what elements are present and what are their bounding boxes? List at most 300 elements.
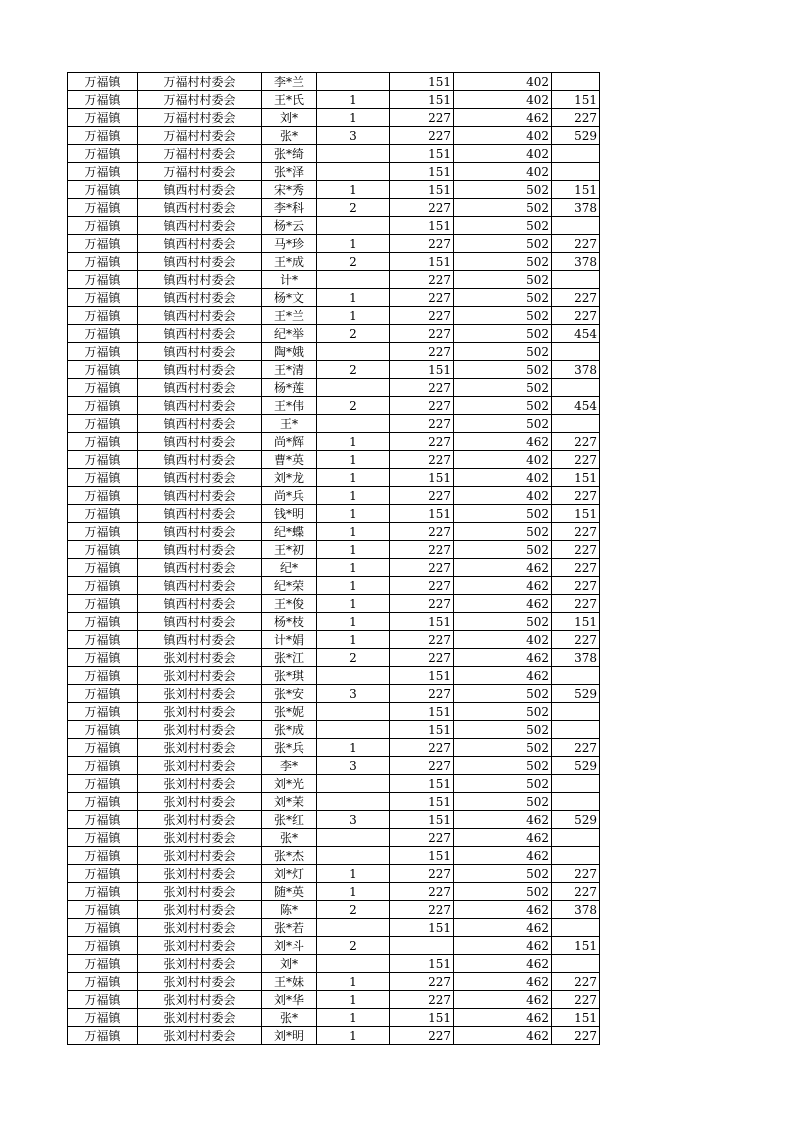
village-committee-cell: 镇西村村委会	[138, 325, 262, 343]
table-row	[68, 271, 600, 289]
name-cell: 杨*莲	[262, 379, 317, 397]
value-b-cell: 502	[454, 343, 552, 361]
value-b-cell: 462	[454, 667, 552, 685]
total-cell: 227	[552, 883, 600, 901]
name-cell: 刘*	[262, 109, 317, 127]
village-committee-cell: 万福村村委会	[138, 127, 262, 145]
total-cell	[552, 955, 600, 973]
value-a-cell: 227	[390, 415, 454, 433]
value-a-cell: 151	[390, 1009, 454, 1027]
table-row	[68, 415, 600, 433]
count-cell	[317, 343, 390, 361]
value-a-cell: 227	[390, 541, 454, 559]
village-committee-cell: 镇西村村委会	[138, 541, 262, 559]
total-cell: 227	[552, 433, 600, 451]
name-cell: 纪*蝶	[262, 523, 317, 541]
total-cell	[552, 343, 600, 361]
table-row	[68, 883, 600, 901]
value-b-cell: 502	[454, 397, 552, 415]
name-cell: 张*绮	[262, 145, 317, 163]
value-b-cell: 402	[454, 487, 552, 505]
town-cell: 万福镇	[68, 523, 138, 541]
town-cell: 万福镇	[68, 955, 138, 973]
town-cell: 万福镇	[68, 127, 138, 145]
town-cell: 万福镇	[68, 703, 138, 721]
count-cell	[317, 163, 390, 181]
name-cell: 李*兰	[262, 73, 317, 91]
name-cell: 张*泽	[262, 163, 317, 181]
name-cell: 李*	[262, 757, 317, 775]
total-cell	[552, 163, 600, 181]
village-committee-cell: 张刘村村委会	[138, 793, 262, 811]
value-b-cell: 462	[454, 559, 552, 577]
value-a-cell: 227	[390, 865, 454, 883]
total-cell: 529	[552, 757, 600, 775]
village-committee-cell: 镇西村村委会	[138, 217, 262, 235]
count-cell: 1	[317, 523, 390, 541]
table-row	[68, 577, 600, 595]
table-row	[68, 379, 600, 397]
town-cell: 万福镇	[68, 631, 138, 649]
name-cell: 王*	[262, 415, 317, 433]
table-row	[68, 613, 600, 631]
value-a-cell: 227	[390, 307, 454, 325]
town-cell: 万福镇	[68, 829, 138, 847]
table-row	[68, 955, 600, 973]
table-body	[68, 73, 600, 1045]
town-cell: 万福镇	[68, 73, 138, 91]
name-cell: 王*兰	[262, 307, 317, 325]
village-committee-cell: 镇西村村委会	[138, 487, 262, 505]
count-cell: 1	[317, 865, 390, 883]
town-cell: 万福镇	[68, 487, 138, 505]
total-cell: 151	[552, 937, 600, 955]
table-row	[68, 235, 600, 253]
village-committee-cell: 张刘村村委会	[138, 901, 262, 919]
town-cell: 万福镇	[68, 559, 138, 577]
value-b-cell: 462	[454, 595, 552, 613]
total-cell	[552, 415, 600, 433]
town-cell: 万福镇	[68, 595, 138, 613]
name-cell: 随*英	[262, 883, 317, 901]
town-cell: 万福镇	[68, 739, 138, 757]
town-cell: 万福镇	[68, 865, 138, 883]
name-cell: 尚*辉	[262, 433, 317, 451]
value-b-cell: 462	[454, 1027, 552, 1045]
value-a-cell: 227	[390, 631, 454, 649]
name-cell: 刘*明	[262, 1027, 317, 1045]
village-committee-cell: 张刘村村委会	[138, 937, 262, 955]
total-cell: 151	[552, 469, 600, 487]
name-cell: 李*科	[262, 199, 317, 217]
village-committee-cell: 镇西村村委会	[138, 289, 262, 307]
town-cell: 万福镇	[68, 433, 138, 451]
name-cell: 纪*	[262, 559, 317, 577]
name-cell: 刘*灯	[262, 865, 317, 883]
name-cell: 尚*兵	[262, 487, 317, 505]
name-cell: 刘*龙	[262, 469, 317, 487]
table-row	[68, 685, 600, 703]
name-cell: 张*江	[262, 649, 317, 667]
value-a-cell: 227	[390, 487, 454, 505]
total-cell: 151	[552, 91, 600, 109]
table-row	[68, 451, 600, 469]
town-cell: 万福镇	[68, 145, 138, 163]
count-cell	[317, 415, 390, 433]
total-cell: 454	[552, 397, 600, 415]
name-cell: 刘*光	[262, 775, 317, 793]
table-row	[68, 433, 600, 451]
village-committee-cell: 张刘村村委会	[138, 973, 262, 991]
name-cell: 王*氏	[262, 91, 317, 109]
count-cell: 2	[317, 361, 390, 379]
town-cell: 万福镇	[68, 199, 138, 217]
village-committee-cell: 万福村村委会	[138, 73, 262, 91]
value-a-cell: 227	[390, 991, 454, 1009]
total-cell	[552, 667, 600, 685]
total-cell: 227	[552, 865, 600, 883]
total-cell	[552, 919, 600, 937]
total-cell: 227	[552, 595, 600, 613]
town-cell: 万福镇	[68, 361, 138, 379]
value-b-cell: 502	[454, 793, 552, 811]
value-a-cell: 151	[390, 181, 454, 199]
count-cell: 1	[317, 487, 390, 505]
name-cell: 王*成	[262, 253, 317, 271]
table-row	[68, 343, 600, 361]
count-cell: 1	[317, 307, 390, 325]
value-a-cell: 151	[390, 793, 454, 811]
table-row	[68, 325, 600, 343]
total-cell: 227	[552, 523, 600, 541]
count-cell: 1	[317, 613, 390, 631]
value-a-cell: 227	[390, 757, 454, 775]
village-committee-cell: 镇西村村委会	[138, 595, 262, 613]
village-committee-cell: 万福村村委会	[138, 145, 262, 163]
count-cell	[317, 379, 390, 397]
value-b-cell: 502	[454, 271, 552, 289]
name-cell: 曹*英	[262, 451, 317, 469]
village-committee-cell: 张刘村村委会	[138, 847, 262, 865]
total-cell: 151	[552, 1009, 600, 1027]
value-b-cell: 402	[454, 631, 552, 649]
value-b-cell: 462	[454, 109, 552, 127]
table-row	[68, 469, 600, 487]
total-cell	[552, 847, 600, 865]
name-cell: 张*兵	[262, 739, 317, 757]
total-cell	[552, 775, 600, 793]
value-b-cell: 462	[454, 901, 552, 919]
town-cell: 万福镇	[68, 541, 138, 559]
town-cell: 万福镇	[68, 883, 138, 901]
town-cell: 万福镇	[68, 379, 138, 397]
village-committee-cell: 镇西村村委会	[138, 235, 262, 253]
total-cell: 378	[552, 649, 600, 667]
value-b-cell: 502	[454, 181, 552, 199]
value-a-cell: 227	[390, 199, 454, 217]
name-cell: 陶*娥	[262, 343, 317, 361]
town-cell: 万福镇	[68, 343, 138, 361]
value-b-cell: 502	[454, 361, 552, 379]
value-b-cell: 462	[454, 811, 552, 829]
town-cell: 万福镇	[68, 289, 138, 307]
count-cell: 1	[317, 91, 390, 109]
value-a-cell: 227	[390, 973, 454, 991]
name-cell: 张*杰	[262, 847, 317, 865]
town-cell: 万福镇	[68, 685, 138, 703]
name-cell: 马*珍	[262, 235, 317, 253]
village-committee-cell: 镇西村村委会	[138, 523, 262, 541]
value-b-cell: 502	[454, 775, 552, 793]
count-cell: 3	[317, 811, 390, 829]
count-cell: 2	[317, 325, 390, 343]
value-a-cell: 227	[390, 289, 454, 307]
total-cell: 227	[552, 631, 600, 649]
value-a-cell: 227	[390, 271, 454, 289]
name-cell: 杨*云	[262, 217, 317, 235]
name-cell: 杨*枝	[262, 613, 317, 631]
count-cell: 3	[317, 127, 390, 145]
table-row	[68, 829, 600, 847]
name-cell: 纪*举	[262, 325, 317, 343]
table-row	[68, 631, 600, 649]
town-cell: 万福镇	[68, 613, 138, 631]
value-a-cell: 227	[390, 127, 454, 145]
table-row	[68, 667, 600, 685]
name-cell: 刘*斗	[262, 937, 317, 955]
village-committee-cell: 张刘村村委会	[138, 685, 262, 703]
town-cell: 万福镇	[68, 775, 138, 793]
value-b-cell: 462	[454, 955, 552, 973]
town-cell: 万福镇	[68, 811, 138, 829]
total-cell: 227	[552, 307, 600, 325]
village-committee-cell: 镇西村村委会	[138, 415, 262, 433]
village-committee-cell: 张刘村村委会	[138, 1009, 262, 1027]
value-a-cell: 227	[390, 325, 454, 343]
count-cell	[317, 721, 390, 739]
table-row	[68, 127, 600, 145]
table-row	[68, 217, 600, 235]
town-cell: 万福镇	[68, 235, 138, 253]
town-cell: 万福镇	[68, 901, 138, 919]
value-b-cell: 402	[454, 127, 552, 145]
table-row	[68, 253, 600, 271]
table-row	[68, 163, 600, 181]
value-b-cell: 502	[454, 739, 552, 757]
town-cell: 万福镇	[68, 757, 138, 775]
name-cell: 杨*文	[262, 289, 317, 307]
table-row	[68, 919, 600, 937]
total-cell: 529	[552, 811, 600, 829]
name-cell: 纪*荣	[262, 577, 317, 595]
total-cell	[552, 271, 600, 289]
name-cell: 张*	[262, 829, 317, 847]
town-cell: 万福镇	[68, 937, 138, 955]
value-b-cell: 502	[454, 523, 552, 541]
count-cell: 1	[317, 505, 390, 523]
value-b-cell: 502	[454, 757, 552, 775]
value-a-cell: 227	[390, 829, 454, 847]
value-b-cell: 462	[454, 937, 552, 955]
table-row	[68, 307, 600, 325]
value-b-cell: 462	[454, 847, 552, 865]
value-a-cell: 151	[390, 163, 454, 181]
data-table	[67, 72, 600, 1045]
table-row	[68, 703, 600, 721]
value-a-cell: 227	[390, 379, 454, 397]
village-committee-cell: 张刘村村委会	[138, 991, 262, 1009]
value-a-cell: 151	[390, 811, 454, 829]
village-committee-cell: 万福村村委会	[138, 91, 262, 109]
town-cell: 万福镇	[68, 721, 138, 739]
value-b-cell: 502	[454, 703, 552, 721]
table-row	[68, 793, 600, 811]
count-cell: 1	[317, 1009, 390, 1027]
village-committee-cell: 镇西村村委会	[138, 469, 262, 487]
value-b-cell: 462	[454, 829, 552, 847]
count-cell: 1	[317, 883, 390, 901]
table-row	[68, 181, 600, 199]
value-a-cell: 151	[390, 361, 454, 379]
town-cell: 万福镇	[68, 163, 138, 181]
village-committee-cell: 镇西村村委会	[138, 181, 262, 199]
count-cell: 1	[317, 109, 390, 127]
town-cell: 万福镇	[68, 991, 138, 1009]
table-row	[68, 937, 600, 955]
value-a-cell: 151	[390, 505, 454, 523]
value-a-cell: 151	[390, 469, 454, 487]
name-cell: 王*清	[262, 361, 317, 379]
count-cell: 1	[317, 991, 390, 1009]
value-b-cell: 462	[454, 991, 552, 1009]
value-b-cell: 502	[454, 685, 552, 703]
value-b-cell: 502	[454, 199, 552, 217]
count-cell	[317, 775, 390, 793]
name-cell: 刘*茉	[262, 793, 317, 811]
table-row	[68, 361, 600, 379]
count-cell: 2	[317, 901, 390, 919]
village-committee-cell: 张刘村村委会	[138, 955, 262, 973]
village-committee-cell: 镇西村村委会	[138, 559, 262, 577]
value-b-cell: 502	[454, 613, 552, 631]
count-cell: 2	[317, 937, 390, 955]
count-cell: 2	[317, 397, 390, 415]
town-cell: 万福镇	[68, 649, 138, 667]
count-cell	[317, 955, 390, 973]
table-row	[68, 397, 600, 415]
value-b-cell: 502	[454, 217, 552, 235]
value-a-cell: 151	[390, 217, 454, 235]
count-cell: 1	[317, 631, 390, 649]
value-a-cell: 151	[390, 955, 454, 973]
name-cell: 宋*秀	[262, 181, 317, 199]
value-a-cell: 151	[390, 667, 454, 685]
village-committee-cell: 镇西村村委会	[138, 631, 262, 649]
name-cell: 张*	[262, 1009, 317, 1027]
count-cell: 2	[317, 199, 390, 217]
value-a-cell: 227	[390, 739, 454, 757]
name-cell: 张*若	[262, 919, 317, 937]
village-committee-cell: 镇西村村委会	[138, 433, 262, 451]
count-cell: 1	[317, 433, 390, 451]
value-a-cell: 151	[390, 919, 454, 937]
value-b-cell: 462	[454, 919, 552, 937]
count-cell	[317, 847, 390, 865]
count-cell	[317, 703, 390, 721]
name-cell: 张*红	[262, 811, 317, 829]
value-a-cell: 151	[390, 847, 454, 865]
total-cell	[552, 379, 600, 397]
value-a-cell: 227	[390, 109, 454, 127]
village-committee-cell: 张刘村村委会	[138, 1027, 262, 1045]
name-cell: 张*安	[262, 685, 317, 703]
town-cell: 万福镇	[68, 1009, 138, 1027]
value-a-cell: 151	[390, 775, 454, 793]
count-cell: 1	[317, 289, 390, 307]
total-cell: 151	[552, 181, 600, 199]
count-cell: 1	[317, 739, 390, 757]
count-cell	[317, 73, 390, 91]
table-row	[68, 865, 600, 883]
town-cell: 万福镇	[68, 451, 138, 469]
table-row	[68, 523, 600, 541]
count-cell	[317, 829, 390, 847]
village-committee-cell: 张刘村村委会	[138, 649, 262, 667]
value-a-cell	[390, 937, 454, 955]
town-cell: 万福镇	[68, 397, 138, 415]
value-b-cell: 462	[454, 1009, 552, 1027]
count-cell	[317, 271, 390, 289]
table-row	[68, 505, 600, 523]
value-b-cell: 402	[454, 73, 552, 91]
value-a-cell: 227	[390, 1027, 454, 1045]
village-committee-cell: 镇西村村委会	[138, 505, 262, 523]
total-cell: 529	[552, 685, 600, 703]
town-cell: 万福镇	[68, 505, 138, 523]
total-cell: 227	[552, 577, 600, 595]
village-committee-cell: 张刘村村委会	[138, 721, 262, 739]
village-committee-cell: 镇西村村委会	[138, 253, 262, 271]
town-cell: 万福镇	[68, 253, 138, 271]
value-b-cell: 462	[454, 577, 552, 595]
table-row	[68, 559, 600, 577]
total-cell: 227	[552, 289, 600, 307]
total-cell: 227	[552, 559, 600, 577]
table-row	[68, 901, 600, 919]
count-cell	[317, 667, 390, 685]
village-committee-cell: 张刘村村委会	[138, 757, 262, 775]
town-cell: 万福镇	[68, 325, 138, 343]
count-cell: 1	[317, 595, 390, 613]
count-cell: 2	[317, 253, 390, 271]
value-b-cell: 402	[454, 469, 552, 487]
town-cell: 万福镇	[68, 217, 138, 235]
town-cell: 万福镇	[68, 847, 138, 865]
table-row	[68, 847, 600, 865]
name-cell: 张*成	[262, 721, 317, 739]
name-cell: 王*妹	[262, 973, 317, 991]
value-a-cell: 227	[390, 883, 454, 901]
name-cell: 钱*明	[262, 505, 317, 523]
name-cell: 计*娟	[262, 631, 317, 649]
value-a-cell: 227	[390, 595, 454, 613]
value-b-cell: 502	[454, 415, 552, 433]
value-a-cell: 227	[390, 559, 454, 577]
town-cell: 万福镇	[68, 271, 138, 289]
village-committee-cell: 镇西村村委会	[138, 397, 262, 415]
total-cell: 227	[552, 973, 600, 991]
value-b-cell: 462	[454, 649, 552, 667]
